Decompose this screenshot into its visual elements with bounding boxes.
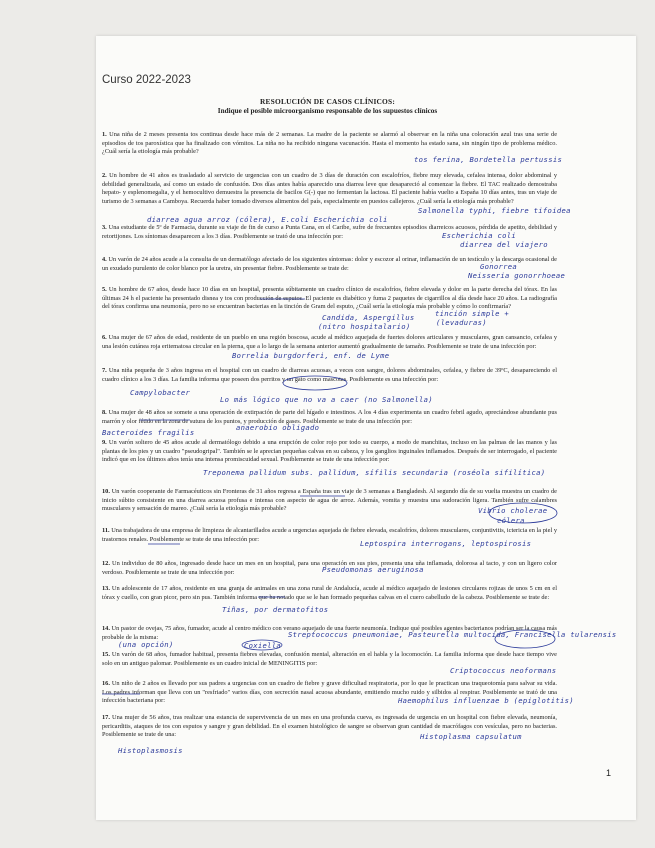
answer-8-note: anaerobio obligado: [236, 423, 320, 432]
answer-3: Escherichia coli: [442, 231, 517, 240]
case-16: 16. Un niño de 2 años es llevado por sus padres a urgencias con un cuadro de fiebre y grave dificultad respiratoria, por lo que le practican una traqueotomía para salvar su vida. Los padres informan que lleva con un "resfriado" varios días, con secreción nasal acuosa abundante, emitiendo mucho ruido y silbidos al respirar. Posiblemente se trató de una infección bacteriana por:: [102, 680, 557, 705]
answer-4-note: Neisseria gonorrhoeae: [468, 271, 566, 280]
answer-5-stain: tinción simple +: [435, 309, 510, 318]
answer-12: Pseudomonas aeruginosa: [322, 565, 424, 574]
case-2: 2. Un hombre de 41 años es trasladado al servicio de urgencias con un cuadro de 3 días de duración con escalofríos, fiebre muy elevada, cefalea intensa, dolor abdominal y debilidad generalizada, así como un estado de confusión. Dos días antes había aparecido una diarrea leve que desapareció al comenzar la fiebre. El TAC realizado demostraba hepato- y esplenomegalia, y el hemocultivo demuestra la presencia de bacilos G(-) que no fermentan la lactosa. El paciente había vuelto a España 10 días antes, tras un viaje de turismo de 3 semanas a Camboya. Recuerda haber tomado diversos alimentos del país, especialmente en puestos callejeros. ¿Cuál sería la etiología más probable?: [102, 172, 557, 206]
case-6: 6. Una mujer de 67 años de edad, residente de un pueblo en una región boscosa, acude al médico aquejada de fuertes dolores articulares y musculares, gran cansancio, cefalea y una lesión cutánea roja eritematosa circular en la pierna, que a lo largo de la semana anterior aumentó gradualmente de tamaño. Posiblemente se trate de una infección por:: [102, 334, 557, 350]
case-14: 14. Un pastor de ovejas, 75 años, fumador, acude al centro médico con verano aquejado de una fuerte neumonía. Indique qué posibles agentes bacterianos podrían ser la causa más probable de la misma:: [102, 625, 557, 641]
page-subtitle: Indique el posible microorganismo responsable de los supuestos clínicos: [217, 107, 438, 115]
case-3: 3. Una estudiante de 5º de Farmacia, durante su viaje de fin de curso a Punta Cana, en el Caribe, sufre de frecuentes episodios diarreicos acuosos, pérdida de apetito, debilidad y retortijones. Los síntomas desaparecen a los 3 días. Posiblemente se trató de una infección por:: [102, 224, 558, 240]
page-title: RESOLUCIÓN DE CASOS CLÍNICOS:: [260, 97, 395, 106]
answer-11: Leptospira interrogans, leptospirosis: [360, 539, 532, 548]
case-7: 7. Una niña pequeña de 3 años ingresa en el hospital con un cuadro de diarreas acuosas, a veces con sangre, dolores abdominales, cefalea, y fiebre de 39ºC, desapareciendo el cuadro clínico a los 3 días. La familia informa que poseen dos perritos y un gato como mascotas. Posiblemente es una infección por:: [102, 367, 557, 383]
answer-17-note: Histoplasmosis: [118, 746, 183, 755]
case-12: 12. Un individuo de 80 años, ingresado desde hace un mes en un hospital, para una operación en sus pies, presenta una uña inflamada, dolorosa al tacto, y con un ligero color verdoso. Posiblemente se trate de una infección por:: [102, 560, 557, 576]
answer-3-note: diarrea del viajero: [460, 240, 548, 249]
case-17: 17. Una mujer de 56 años, tras realizar una estancia de supervivencia de un mes en una profunda cueva, es ingresada de urgencia en un hospital con fiebre elevada, neumonía, pericarditis, ataques de tos con esputos y sangre y gran debilidad. En el examen histológico de sangre se observan gran cantidad de macrófagos con vesículas, pero no bacterias. Posiblemente se trate de una:: [102, 714, 557, 739]
answer-4: Gonorrea: [480, 262, 518, 271]
answer-5-yeast: (levaduras): [436, 318, 487, 327]
answer-6: Borrelia burgdorferi, enf. de Lyme: [232, 351, 390, 360]
answer-16: Haemophilus influenzae b (epiglotitis): [398, 696, 574, 705]
answer-10: Vibrio cholerae: [478, 506, 548, 515]
case-10: 10. Un varón cooperante de Farmacéuticos sin Fronteras de 31 años regresa a España tras un viaje de 3 semanas a Bangladesh. Al segundo día de su vuelta muestra un cuadro de inicio súbito consistente en una diarrea acuosa profusa e intensa con aspecto de agua de arroz. Además, vomita y muestra una sudoración ligera. También sufre calambres musculares y sensación de mareo. ¿Cuál sería la etiología más probable?: [102, 488, 557, 513]
answer-10-note: cólera: [497, 516, 525, 525]
answer-8: Bacteroides fragilis: [102, 428, 195, 437]
case-11: 11. Una trabajadora de una empresa de limpieza de alcantarillados acude a urgencias aquejada de fiebre elevada, escalofríos, dolores musculares, conjuntivitis, ictericia en la piel y trastornos renales. Posiblemente se trate de una infección por:: [102, 527, 557, 543]
case-5: 5. Un hombre de 67 años, desde hace 10 días en un hospital, presenta súbitamente un cuadro clínico de escalofríos, fiebre elevada y dolor en la parte derecha del tórax. En las últimas 24 h el paciente ha presentado disnea y tos con producción de esputos. El paciente es diabético y fuma 2 paquetes de cigarrillos al día desde hace 20 años. La radiografía del tórax confirma una neumonía, pero no se encuentran bacterias en la tinción de Gram del esputo, ¿Cuál sería la etiología más probable y cómo lo confirmaría?: [102, 286, 557, 311]
answer-13: Tiñas, por dermatofitos: [222, 605, 329, 614]
answer-2: Salmonella typhi, fiebre tifoidea: [418, 206, 571, 215]
answer-14-note: (una opción): [118, 640, 174, 649]
case-9: 9. Un varón soltero de 45 años acude al dermatólogo debido a una erupción de color rojo por todo su cuerpo, a modo de manchitas, incluso en las palmas de las manos y las plantas de los pies y un cuadro "pseudogripal". También se le aprecian pequeñas calvas en su cabeza, y los ganglios inguinales inflamados. Después de ser interrogado, el paciente indicó que en los últimos años tenía una intensa promiscuidad sexual. Posiblemente se trate de una infección por:: [102, 439, 558, 464]
course-label: Curso 2022-2023: [102, 74, 191, 86]
answer-5: Candida, Aspergillus: [322, 313, 415, 322]
answer-14: Streptococcus pneumoniae, Pasteurella multocida, Francisella tularensis: [288, 630, 617, 639]
answer-2-note: diarrea agua arroz (cólera), E.coli Escherichia coli: [147, 215, 388, 224]
answer-7: Campylobacter: [130, 388, 191, 397]
answer-1: tos ferina, Bordetella pertussis: [414, 155, 563, 164]
case-1: 1. Una niña de 2 meses presenta tos continua desde hace más de 2 semanas. La madre de la paciente se alarmó al observar en la niña una coloración azul tras una serie de episodios de tos paroxística que ha finalizado con vómitos. La niña no ha recibido ninguna vacunación. Hasta el momento ha estado sana, sin ningún tipo de problema médico. ¿Cuál sería la etiología más probable?: [102, 131, 558, 156]
case-13: 13. Un adolescente de 17 años, residente en una granja de animales en una zona rural de Andalucía, acude al médico aquejado de lesiones circulares rojizas de unos 5 cm en el tórax y cuello, con gran picor, pero sin pus. También informa que ha notado que se le han formado pequeñas calvas en el cuero cabelludo de la cabeza. Posiblemente se trate de:: [102, 585, 557, 601]
answer-7-note: Lo más lógico que no va a caer (no Salmonella): [220, 395, 433, 404]
answer-15: Criptococcus neoformans: [450, 666, 557, 675]
case-4: 4. Un varón de 24 años acude a la consulta de un dermatólogo afectado de los siguientes síntomas: dolor y escozor al orinar, inflamación de un testículo y la descarga ocasional de un exudado purulento de color blanco por la uretra, sin presentar fiebre. Posiblemente se trate de:: [102, 256, 557, 272]
answer-17: Histoplasma capsulatum: [420, 732, 522, 741]
case-8: 8. Una mujer de 48 años se somete a una operación de extirpación de parte del hígado e intestinos. A los 4 días experimenta un cuadro febril agudo, apreciándose abundante pus marrón y olor fétido en la zona de sutura de los puntos, y producción de gases. Posiblemente se trate de una infección por:: [102, 409, 557, 425]
answer-9: Treponema pallidum subs. pallidum, sífilis secundaria (roséola sifilítica): [203, 468, 546, 477]
page-number: 1: [606, 768, 612, 778]
case-15: 15. Un varón de 68 años, fumador habitual, presenta fiebres elevadas, confusión mental, alteración en el habla y la locomoción. La familia informa que desde hace tiempo vive solo en un antiguo palomar. Posiblemente es un cuadro inicial de MENINGITIS por:: [102, 651, 557, 667]
answer-5-note: (nitro hospitalario): [318, 322, 411, 331]
answer-14-coxiella: Coxiella: [244, 641, 282, 650]
